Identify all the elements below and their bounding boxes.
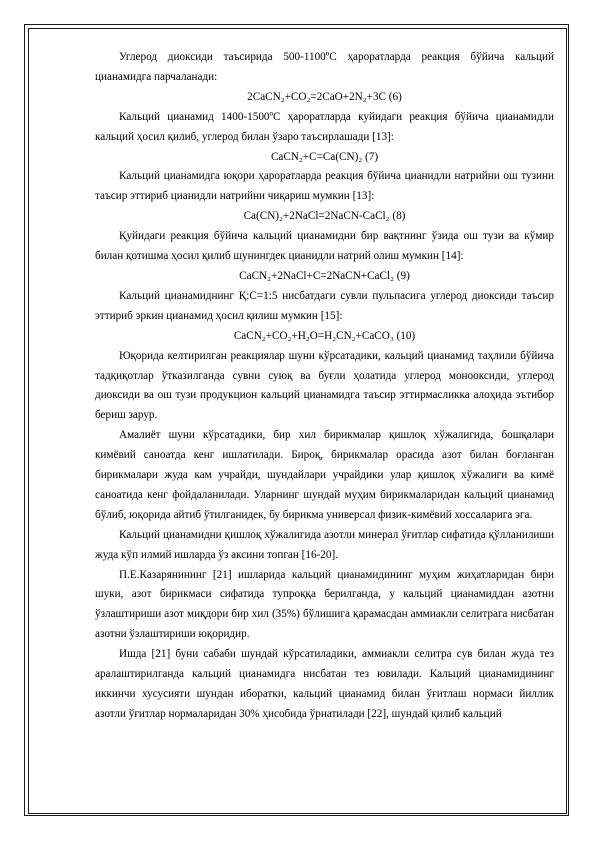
- paragraph: Қуйидаги реакция бўйича кальций цианамидни бир вақтнинг ўзида ош тузи ва кўмир билан қотишма ҳосил қилиб шунингдек цианидли натрий олиш мумкин [14]:: [95, 230, 554, 263]
- paragraph: Кальций цианамиднинг Қ:С=1:5 нисбатдаги сувли пульпасига углерод диоксиди таъсир эттириб эркин цианамид ҳосил қилиш мумкин [15]:: [95, 289, 554, 322]
- paragraph: Ишда [21] буни сабаби шундай кўрсатиладики, аммиакли селитра сув билан жуда тез аралаштирилганда кальций цианамидга нисбатан тез ювилади. Кальций цианамидининг иккинчи хусусияти шундан иборатки, кальций цианамид билан ўғитлаш нормаси йиллик азотли ўғитлар нормаларидан 30% ҳисобида ўрнатилади [22], шундай қилиб кальций: [95, 648, 554, 720]
- document-body: [95, 48, 554, 725]
- formula-9: CaCN₂+2NaCl+C=2NaCN+CaCl₂ (9): [239, 269, 410, 282]
- paragraph: Кальций цианамидга юқори ҳароратларда реакция бўйича цианидли натрийни ош тузини таъсир эттириб цианидли натрийни чиқариш мумкин [13]:: [95, 170, 554, 203]
- paragraph: Амалиёт шуни кўрсатадики, бир хил бирикмалар қишлоқ хўжалигида, бошқалари кимёвий саноатда кенг ишлатилади. Бироқ, бирикмалар орасида азот билан боғланган бирикмалари жуда кам учрайди, шундайлари учрайдики улар қишлоқ хўжалиги ва кимё саноатида кенг фойдаланилади. Уларнинг шундай муҳим бирикмаларидан кальций цианамид бўлиб, юқорида айтиб ўтилганидек, бу бирикма универсал физик-кимёвий хоссаларига эга.: [95, 429, 554, 521]
- paragraph: Кальций цианамид 1400-1500ºС ҳароратларда куйидаги реакция бўйича цианамидли кальций ҳосил қилиб, углерод билан ўзаро таъсирлашади [13]:: [95, 110, 554, 143]
- paragraph: Углерод диоксиди таъсирида 500-1100ºС ҳароратларда реакция бўйича кальций цианамидга парчаланади:: [95, 51, 554, 83]
- formula-6: 2CaCN₂+CO₂=2CaO+2N₂+3C (6): [247, 90, 402, 103]
- paragraph: Юқорида келтирилган реакциялар шуни кўрсатадики, кальций цианамид таҳлили бўйича тадқиқотлар ўтказилганда сувни суюқ ва буғли ҳолатида углерод монооксиди, углерод диоксиди ва ош тузи продукцион кальций цианамидга таъсир эттирмасликка алоҳида эътибор бериш зарур.: [95, 349, 554, 422]
- paragraph: Кальций цианамидни қишлоқ хўжалигида азотли минерал ўғитлар сифатида қўлланилиши жуда кўп илмий ишларда ўз аксини топган [16-20].: [95, 528, 554, 561]
- formula-10: CaCN₂+CO₂+H₂O=H₂CN₂+CaCO₃ (10): [233, 329, 416, 342]
- paragraph: П.Е.Казарянининг [21] ишларида кальций цианамидининг муҳим жиҳатларидан бири шуки, азот бирикмаси сифатида тупроққа берилганда, у кальций цианамиддан азотни ўзлаштириши азот миқдори бир хил (35%) бўлишига қарамасдан аммиакли селитрага нисбатан азотни ўзлаштириши юқоридир.: [95, 568, 554, 641]
- formula-8: Ca(CN)₂+2NaCl=2NaCN-CaCl₂ (8): [243, 210, 406, 223]
- formula-7: CaCN₂+C=Ca(CN)₂ (7): [270, 150, 379, 163]
